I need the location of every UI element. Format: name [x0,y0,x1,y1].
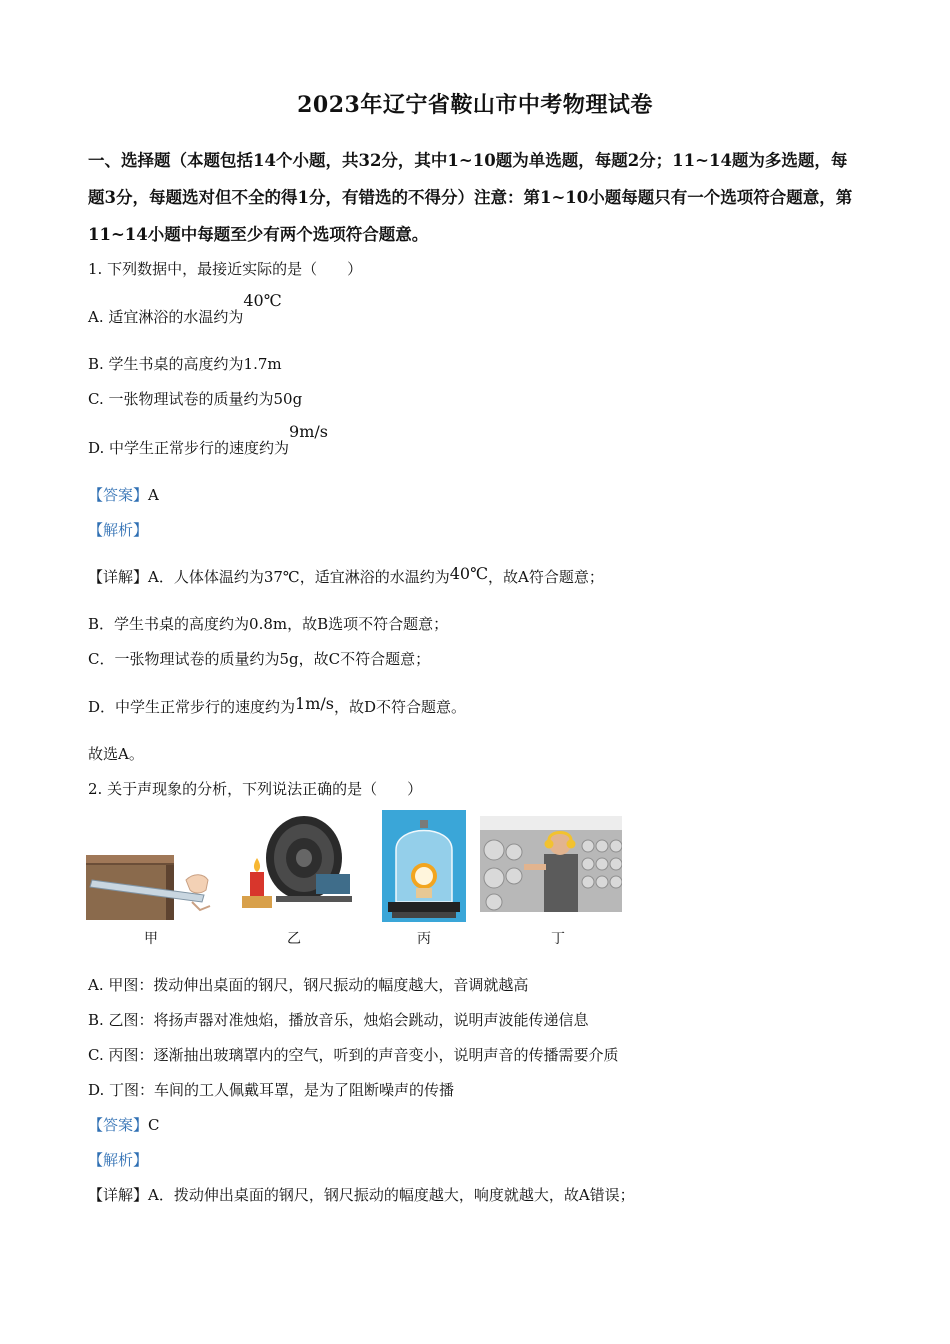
q1-detail-a [88,566,604,587]
q1-option-a-text: A. 适宜淋浴的水温约为 [88,308,244,326]
figure-label-ding: 丁 [551,931,565,947]
figure-yi-speaker-candle [236,812,354,916]
q1-option-a [88,291,282,327]
figure-label-jia: 甲 [144,931,158,947]
figure-label-bing: 丙 [417,931,431,947]
detail-tag: 【详解】 [88,568,149,586]
q2-option-a: A. 甲图：拨动伸出桌面的钢尺，钢尺振动的幅度越大，音调就越高 [88,976,529,994]
q1-option-d-value: 9m/s [289,422,328,441]
detail-a-tail: ，故A符合题意； [487,568,604,586]
q2-option-b: B. 乙图：将扬声器对准烛焰，播放音乐，烛焰会跳动，说明声波能传递信息 [88,1011,589,1029]
figure-label-yi: 乙 [287,931,301,947]
q1-answer [88,484,159,505]
answer-tag: 【答案】 [88,486,149,504]
q1-option-d [88,422,328,458]
q1-detail-d [88,696,466,717]
q2-stem: 2. 关于声现象的分析，下列说法正确的是（ ） [88,780,423,798]
q1-option-b: B. 学生书桌的高度约为1.7m [88,355,282,373]
analysis-tag: 【解析】 [88,521,149,539]
page-title: 2023年辽宁省鞍山市中考物理试卷 [297,92,653,118]
q1-stem: 1. 下列数据中，最接近实际的是（ ） [88,260,363,278]
q1-detail-b: B．学生书桌的高度约为0.8m，故B选项不符合题意； [88,615,449,633]
detail-d-tail: ，故D不符合题意。 [333,698,467,716]
q2-detail-a [88,1184,635,1205]
q2-option-d: D. 丁图：车间的工人佩戴耳罩，是为了阻断噪声的传播 [88,1081,455,1099]
figure-jia-ruler-on-table [86,850,216,922]
figure-bing-bell-jar [382,810,466,922]
q1-analysis-tag [88,519,148,540]
detail-a-text: A．拨动伸出桌面的钢尺，钢尺振动的幅度越大，响度就越大，故A错误； [148,1186,635,1204]
q1-option-c: C. 一张物理试卷的质量约为50g [88,390,303,408]
q1-conclusion: 故选A。 [88,745,144,763]
detail-d-value: 1m/s [295,694,334,713]
q1-option-a-value: 40℃ [243,291,282,310]
figure-ding-factory-worker [480,816,622,912]
detail-d-text: D．中学生正常步行的速度约为 [88,698,296,716]
q2-answer [88,1114,160,1135]
q1-detail-c: C．一张物理试卷的质量约为5g，故C不符合题意； [88,650,431,668]
section-heading: 一、选择题（本题包括14个小题，共32分，其中1~10题为单选题，每题2分；11~14题为多选题，每题3分，每题选对但不全的得1分，有错选的不得分）注意：第1~10小题每题只有一个选项符合题意，第11~14小题中每题至少有两个选项符合题意。 [88,151,853,244]
answer-value: A [148,486,159,504]
answer-tag: 【答案】 [88,1116,149,1134]
answer-value: C [148,1116,160,1134]
q1-option-d-text: D. 中学生正常步行的速度约为 [88,439,290,457]
analysis-tag: 【解析】 [88,1151,149,1169]
detail-a-text: A．人体体温约为37℃，适宜淋浴的水温约为 [148,568,450,586]
q2-analysis-tag [88,1149,148,1170]
detail-a-value: 40℃ [449,564,488,583]
detail-tag: 【详解】 [88,1186,149,1204]
q2-option-c: C. 丙图：逐渐抽出玻璃罩内的空气，听到的声音变小，说明声音的传播需要介质 [88,1046,619,1064]
